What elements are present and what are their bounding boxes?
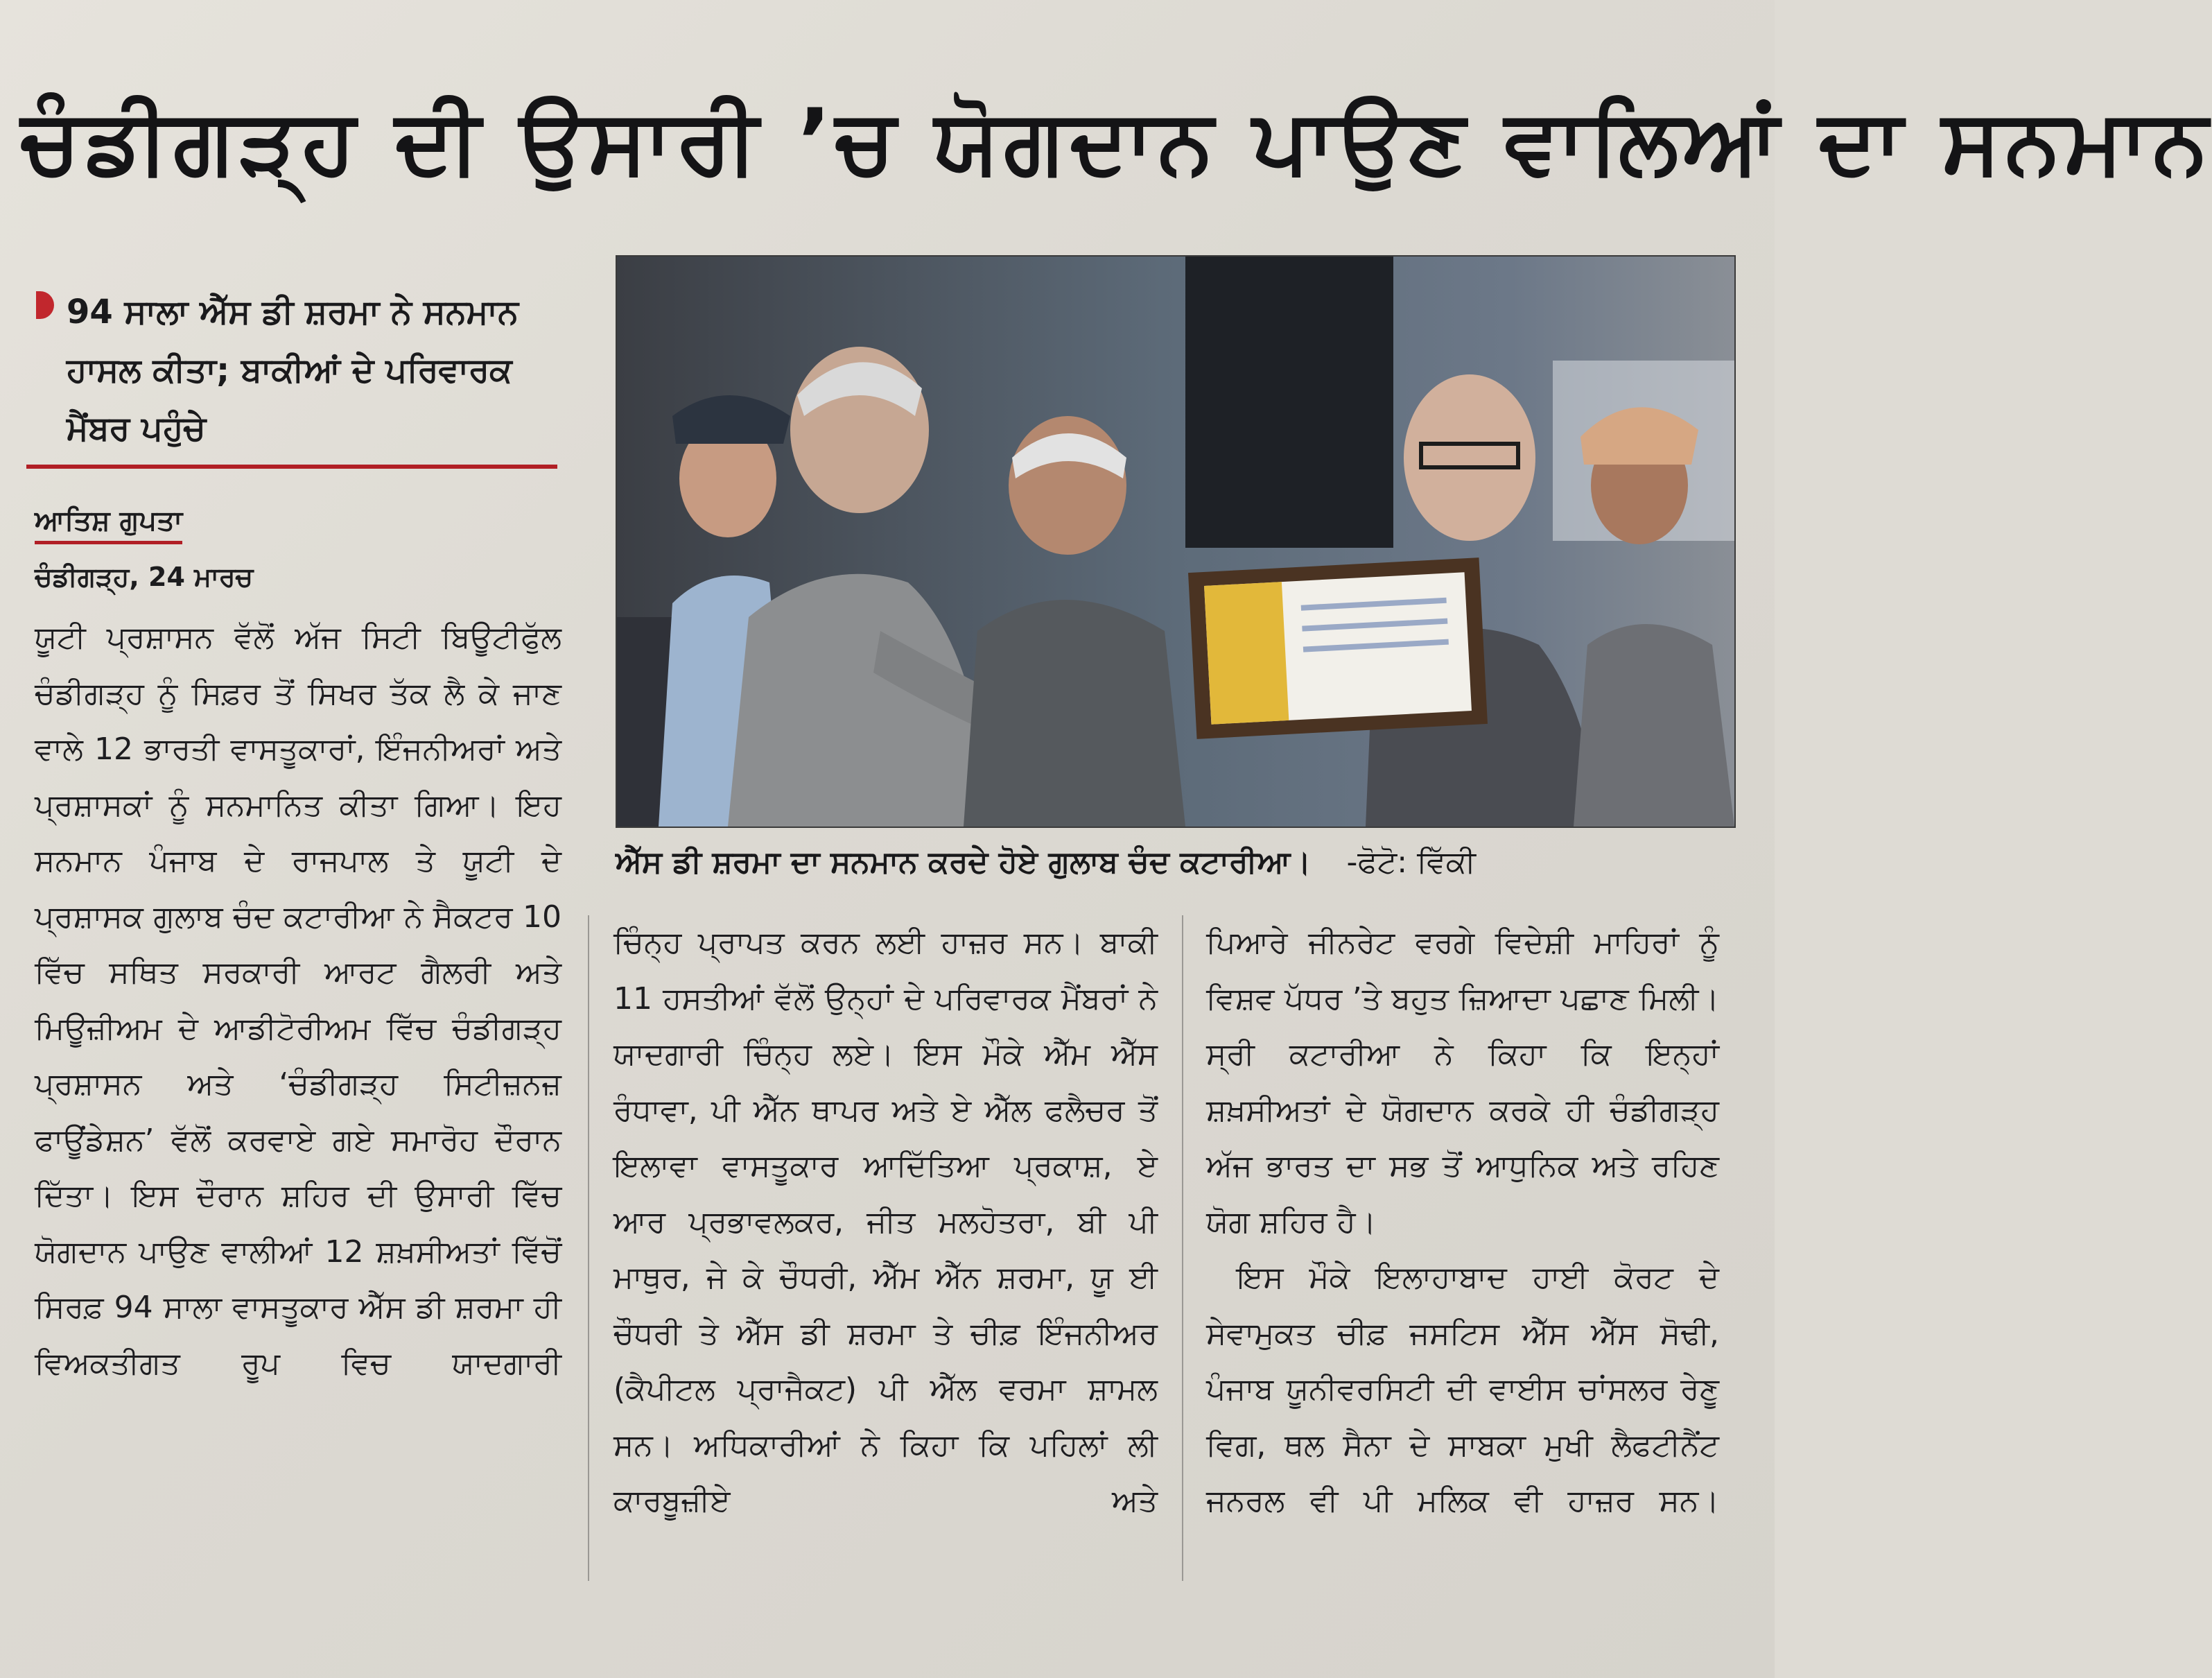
- photo-caption-line: [616, 845, 1733, 880]
- bleed-through-top: [610, 14, 1719, 76]
- red-bullet-icon: [36, 291, 54, 319]
- article-column-3: [1206, 915, 1719, 1609]
- headline: ਚੰਡੀਗੜ੍ਹ ਦੀ ਉਸਾਰੀ ’ਚ ਯੋਗਦਾਨ ਪਾਉਣ ਵਾਲਿਆਂ ਦਾ ਸਨਮਾਨ: [21, 90, 2212, 193]
- photo-caption: ਐੱਸ ਡੀ ਸ਼ਰਮਾ ਦਾ ਸਨਮਾਨ ਕਰਦੇ ਹੋਏ ਗੁਲਾਬ ਚੰਦ ਕਟਾਰੀਆ।: [616, 845, 1312, 880]
- photo-credit: -ਫੋਟੋ: ਵਿੱਕੀ: [1346, 845, 1477, 880]
- column-2-text: ਚਿੰਨ੍ਹ ਪ੍ਰਾਪਤ ਕਰਨ ਲਈ ਹਾਜ਼ਰ ਸਨ। ਬਾਕੀ 11 ਹਸਤੀਆਂ ਵੱਲੋਂ ਉਨ੍ਹਾਂ ਦੇ ਪਰਿਵਾਰਕ ਮੈਂਬਰਾਂ ਨੇ ਯਾਦਗਾਰੀ ਚਿੰਨ੍ਹ ਲਏ। ਇਸ ਮੌਕੇ ਐੱਮ ਐੱਸ ਰੰਧਾਵਾ, ਪੀ ਐੱਨ ਥਾਪਰ ਅਤੇ ਏ ਐੱਲ ਫਲੈਚਰ ਤੋਂ ਇਲਾਵਾ ਵਾਸਤੂਕਾਰ ਆਦਿੱਤਿਆ ਪ੍ਰਕਾਸ਼, ਏ ਆਰ ਪ੍ਰਭਾਵਲਕਰ, ਜੀਤ ਮਲਹੋਤਰਾ, ਬੀ ਪੀ ਮਾਥੁਰ, ਜੇ ਕੇ ਚੌਧਰੀ, ਐੱਮ ਐੱਨ ਸ਼ਰਮਾ, ਯੂ ਈ ਚੌਧਰੀ ਤੇ ਐੱਸ ਡੀ ਸ਼ਰਮਾ ਤੇ ਚੀਫ਼ ਇੰਜਨੀਅਰ (ਕੈਪੀਟਲ ਪ੍ਰਾਜੈਕਟ) ਪੀ ਐੱਲ ਵਰਮਾ ਸ਼ਾਮਲ ਸਨ। ਅਧਿਕਾਰੀਆਂ ਨੇ ਕਿਹਾ ਕਿ ਪਹਿਲਾਂ ਲੀ ਕਾਰਬੂਜ਼ੀਏ ਅਤੇ: [613, 925, 1158, 1519]
- subheadline: 94 ਸਾਲਾ ਐੱਸ ਡੀ ਸ਼ਰਮਾ ਨੇ ਸਨਮਾਨ ਹਾਸਲ ਕੀਤਾ; ਬਾਕੀਆਂ ਦੇ ਪਰਿਵਾਰਕ ਮੈਂਬਰ ਪਹੁੰਚੇ: [67, 293, 519, 448]
- column-divider-1: [588, 915, 589, 1581]
- column-divider-2: [1182, 915, 1183, 1581]
- column-3-paragraph-1: ਪਿਆਰੇ ਜੀਨਰੇਟ ਵਰਗੇ ਵਿਦੇਸ਼ੀ ਮਾਹਿਰਾਂ ਨੂੰ ਵਿਸ਼ਵ ਪੱਧਰ ’ਤੇ ਬਹੁਤ ਜ਼ਿਆਦਾ ਪਛਾਣ ਮਿਲੀ। ਸ੍ਰੀ ਕਟਾਰੀਆ ਨੇ ਕਿਹਾ ਕਿ ਇਨ੍ਹਾਂ ਸ਼ਖ਼ਸੀਅਤਾਂ ਦੇ ਯੋਗਦਾਨ ਕਰਕੇ ਹੀ ਚੰਡੀਗੜ੍ਹ ਅੱਜ ਭਾਰਤ ਦਾ ਸਭ ਤੋਂ ਆਧੁਨਿਕ ਅਤੇ ਰਹਿਣ ਯੋਗ ਸ਼ਹਿਰ ਹੈ।: [1206, 925, 1719, 1240]
- ceremony-photo-illustration: [617, 257, 1734, 827]
- column-1-text: ਯੂਟੀ ਪ੍ਰਸ਼ਾਸਨ ਵੱਲੋਂ ਅੱਜ ਸਿਟੀ ਬਿਊਟੀਫੁੱਲ ਚੰਡੀਗੜ੍ਹ ਨੂੰ ਸਿਫ਼ਰ ਤੋਂ ਸਿਖਰ ਤੱਕ ਲੈ ਕੇ ਜਾਣ ਵਾਲੇ 12 ਭਾਰਤੀ ਵਾਸਤੂਕਾਰਾਂ, ਇੰਜਨੀਅਰਾਂ ਅਤੇ ਪ੍ਰਸ਼ਾਸਕਾਂ ਨੂੰ ਸਨਮਾਨਿਤ ਕੀਤਾ ਗਿਆ। ਇਹ ਸਨਮਾਨ ਪੰਜਾਬ ਦੇ ਰਾਜਪਾਲ ਤੇ ਯੂਟੀ ਦੇ ਪ੍ਰਸ਼ਾਸਕ ਗੁਲਾਬ ਚੰਦ ਕਟਾਰੀਆ ਨੇ ਸੈਕਟਰ 10 ਵਿੱਚ ਸਥਿਤ ਸਰਕਾਰੀ ਆਰਟ ਗੈਲਰੀ ਅਤੇ ਮਿਊਜ਼ੀਅਮ ਦੇ ਆਡੀਟੋਰੀਅਮ ਵਿੱਚ ਚੰਡੀਗੜ੍ਹ ਪ੍ਰਸ਼ਾਸਨ ਅਤੇ ‘ਚੰਡੀਗੜ੍ਹ ਸਿਟੀਜ਼ਨਜ਼ ਫਾਊਂਡੇਸ਼ਨ’ ਵੱਲੋਂ ਕਰਵਾਏ ਗਏ ਸਮਾਰੋਹ ਦੌਰਾਨ ਦਿੱਤਾ। ਇਸ ਦੌਰਾਨ ਸ਼ਹਿਰ ਦੀ ਉਸਾਰੀ ਵਿੱਚ ਯੋਗਦਾਨ ਪਾਉਣ ਵਾਲੀਆਂ 12 ਸ਼ਖ਼ਸੀਅਤਾਂ ਵਿੱਚੋਂ ਸਿਰਫ਼ 94 ਸਾਲਾ ਵਾਸਤੂਕਾਰ ਐੱਸ ਡੀ ਸ਼ਰਮਾ ਹੀ ਵਿਅਕਤੀਗਤ ਰੂਪ ਵਿਚ ਯਾਦਗਾਰੀ: [35, 620, 561, 1381]
- column-3-paragraph-2: ਇਸ ਮੌਕੇ ਇਲਾਹਾਬਾਦ ਹਾਈ ਕੋਰਟ ਦੇ ਸੇਵਾਮੁਕਤ ਚੀਫ਼ ਜਸਟਿਸ ਐੱਸ ਐੱਸ ਸੋਢੀ, ਪੰਜਾਬ ਯੂਨੀਵਰਸਿਟੀ ਦੀ ਵਾਈਸ ਚਾਂਸਲਰ ਰੇਣੂ ਵਿਗ, ਥਲ ਸੈਨਾ ਦੇ ਸਾਬਕਾ ਮੁਖੀ ਲੈਫਟੀਨੈਂਟ ਜਨਰਲ ਵੀ ਪੀ ਮਲਿਕ ਵੀ ਹਾਜ਼ਰ ਸਨ।: [1206, 1260, 1719, 1519]
- byline: ਆਤਿਸ਼ ਗੁਪਤਾ: [35, 505, 182, 544]
- subheadline-box: [26, 276, 557, 469]
- dateline: ਚੰਡੀਗੜ੍ਹ, 24 ਮਾਰਚ: [35, 562, 254, 592]
- article-column-2: [613, 915, 1158, 1609]
- article-column-1: [35, 610, 561, 1595]
- news-photo: [616, 255, 1736, 828]
